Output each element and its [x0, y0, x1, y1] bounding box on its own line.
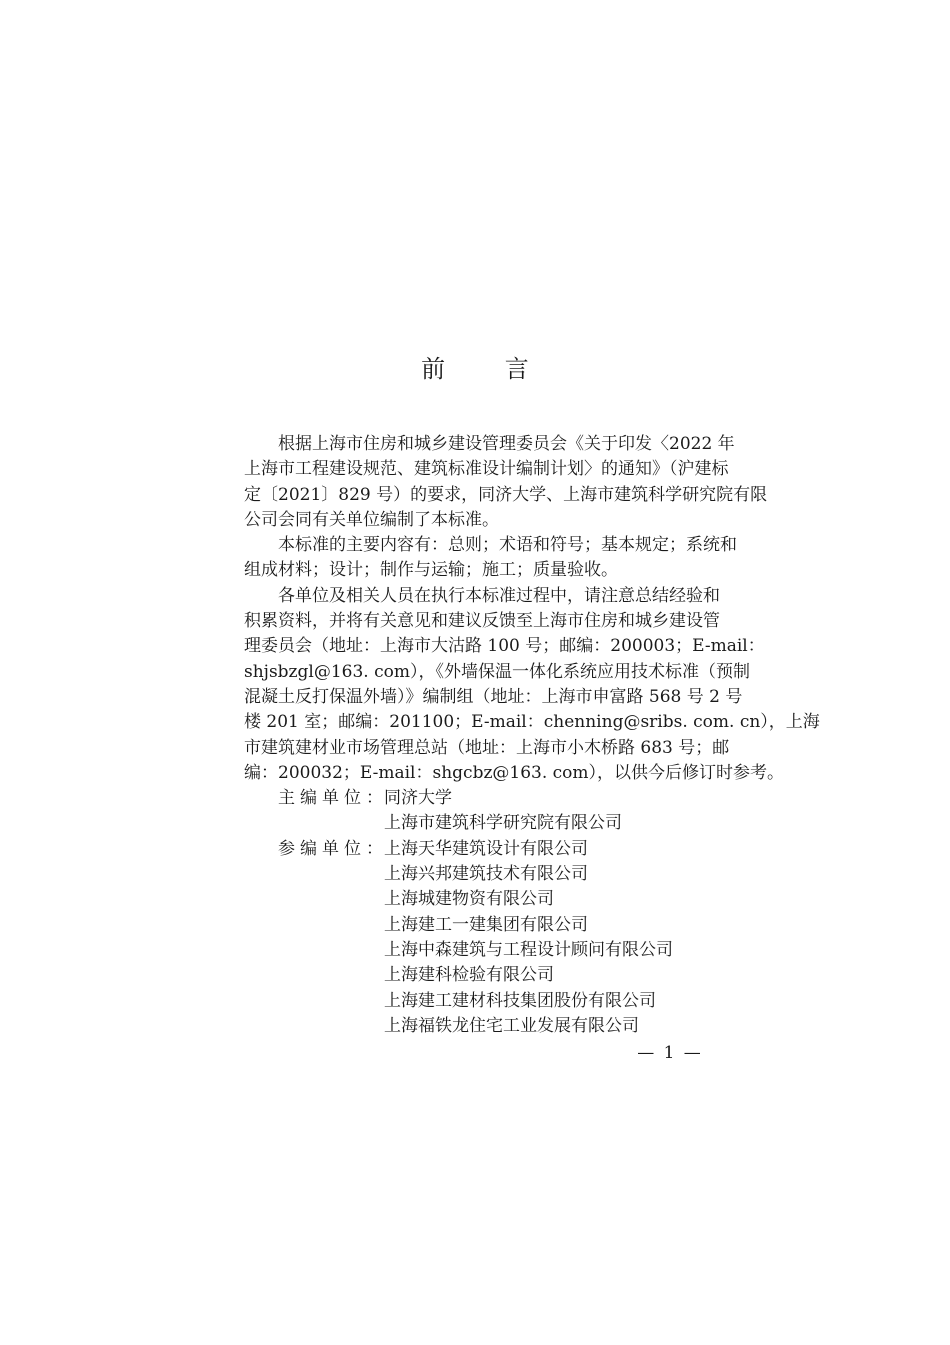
label-char: 位	[344, 788, 361, 809]
label-char: 参	[278, 838, 295, 859]
text-line: 楼 201 室；邮编：201100；E-mail：chenning@sribs. com. cn），上海	[244, 712, 820, 733]
participating-units-label	[244, 837, 384, 862]
text-line: 本标准的主要内容有：总则；术语和符号；基本规定；系统和	[278, 535, 737, 556]
chief-units-label	[244, 786, 384, 811]
text-line: 理委员会（地址：上海市大沽路 100 号；邮编：200003；E-mail：	[244, 636, 765, 657]
text-line: 各单位及相关人员在执行本标准过程中，请注意总结经验和	[278, 585, 720, 606]
label-char: 位	[344, 838, 361, 859]
text-line: 积累资料，并将有关意见和建议反馈至上海市住房和城乡建设管	[244, 611, 720, 632]
label-suffix: ：	[366, 838, 383, 859]
unit-name: 同济大学	[384, 788, 452, 809]
label-suffix: ：	[366, 788, 383, 809]
text-line: 混凝土反打保温外墙）》编制组（地址：上海市申富路 568 号 2 号	[244, 686, 743, 707]
text-line: shjsbzgl@163. com），《外墙保温一体化系统应用技术标准（预制	[244, 661, 750, 682]
unit-name: 上海兴邦建筑技术有限公司	[384, 864, 588, 885]
unit-row	[244, 837, 710, 862]
unit-row	[244, 989, 710, 1014]
unit-name: 上海天华建筑设计有限公司	[384, 838, 588, 859]
unit-row	[244, 887, 710, 912]
paragraph-feedback	[244, 584, 820, 786]
unit-row	[244, 862, 710, 887]
text-line: 根据上海市住房和城乡建设管理委员会《关于印发〈2022 年	[278, 434, 735, 454]
chief-units-list	[244, 786, 710, 837]
unit-name: 上海福铁龙住宅工业发展有限公司	[384, 1015, 639, 1036]
text-line: 定〔2021〕829 号）的要求，同济大学、上海市建筑科学研究院有限	[244, 484, 768, 505]
unit-name: 上海市建筑科学研究院有限公司	[384, 813, 622, 834]
text-line: 市建筑建材业市场管理总站（地址：上海市小木桥路 683 号；邮	[244, 737, 730, 758]
page-title: 前 言	[421, 355, 555, 383]
unit-name: 上海建工建材科技集团股份有限公司	[384, 990, 656, 1011]
unit-name: 上海中森建筑与工程设计顾问有限公司	[384, 939, 673, 960]
unit-name: 上海建工一建集团有限公司	[384, 914, 588, 935]
label-char: 编	[300, 838, 317, 859]
text-line: 编：200032；E-mail：shgcbz@163. com），以供今后修订时参考。	[244, 762, 785, 783]
unit-row	[244, 963, 710, 988]
label-char: 单	[322, 788, 339, 809]
unit-row	[244, 811, 710, 836]
preface-body	[244, 432, 820, 1039]
page-number: — 1 —	[637, 1043, 703, 1063]
text-line: 上海市工程建设规范、建筑标准设计编制计划〉的通知》（沪建标	[244, 459, 729, 480]
label-char: 编	[300, 788, 317, 809]
unit-row	[244, 786, 710, 811]
unit-row	[244, 913, 710, 938]
unit-row	[244, 1014, 710, 1039]
paragraph-contents	[244, 533, 737, 584]
text-line: 组成材料；设计；制作与运输；施工；质量验收。	[244, 560, 618, 581]
unit-name: 上海建科检验有限公司	[384, 965, 554, 986]
unit-row	[244, 938, 710, 963]
participating-units-list	[244, 837, 710, 1039]
text-line: 公司会同有关单位编制了本标准。	[244, 509, 499, 530]
paragraph-background	[244, 432, 768, 533]
label-char: 单	[322, 838, 339, 859]
label-char: 主	[278, 788, 295, 809]
unit-name: 上海城建物资有限公司	[384, 889, 554, 910]
